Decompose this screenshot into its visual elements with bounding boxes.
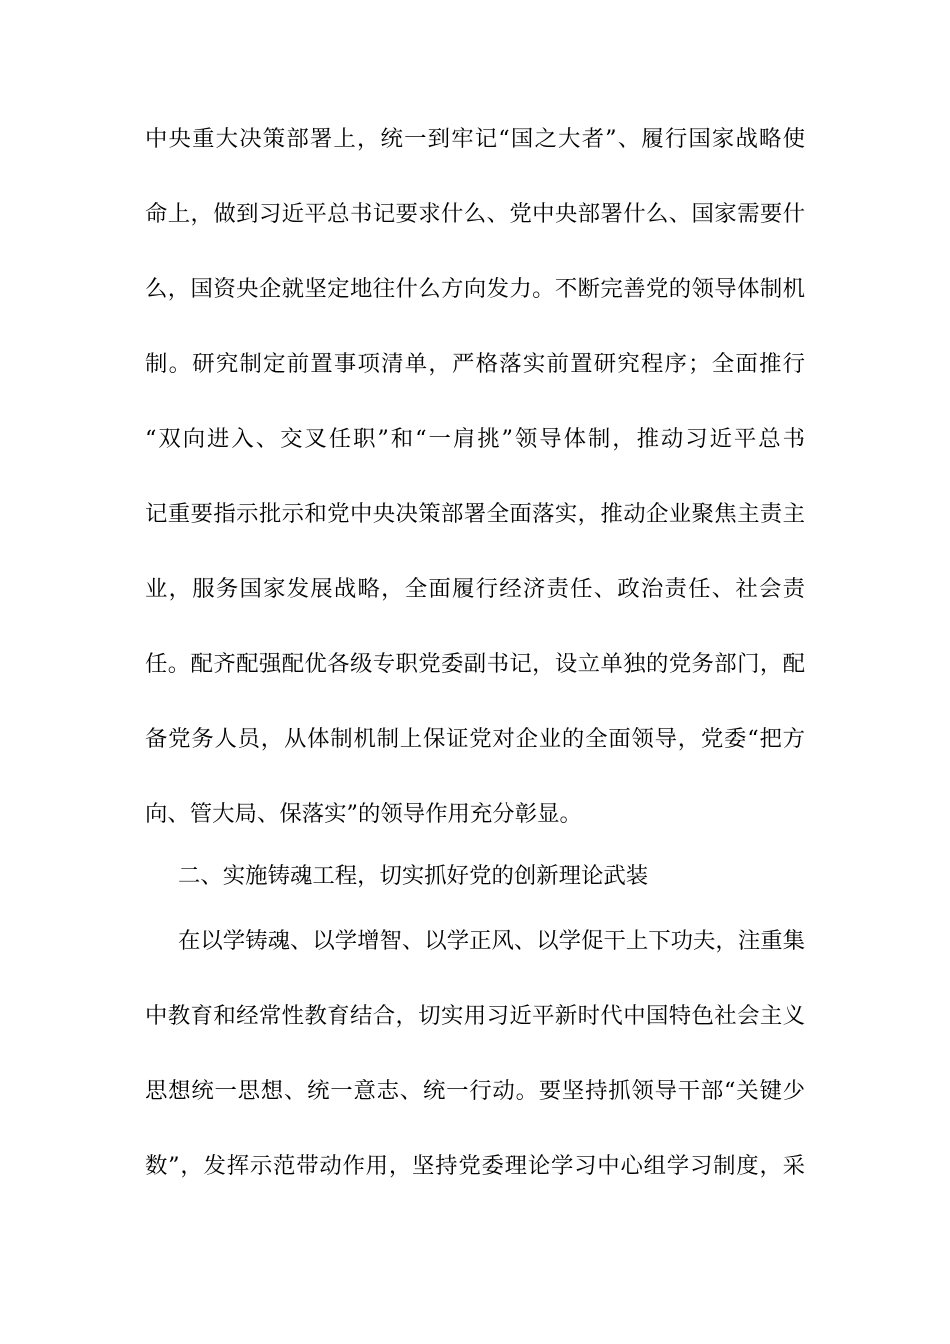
paragraph-1-line-8: 任。配齐配强配优各级专职党委副书记，设立单独的党务部门，配 [145,651,805,677]
paragraph-1-line-1: 中央重大决策部署上，统一到牢记“国之大者”、履行国家战略使 [145,126,805,152]
paragraph-1-line-4: 制。研究制定前置事项清单，严格落实前置研究程序；全面推行 [145,351,805,377]
paragraph-1-line-3: 么，国资央企就坚定地往什么方向发力。不断完善党的领导体制机 [145,276,805,302]
paragraph-1-line-2: 命上，做到习近平总书记要求什么、党中央部署什么、国家需要什 [145,201,805,227]
paragraph-1-line-9: 备党务人员，从体制机制上保证党对企业的全面领导，党委“把方 [145,726,805,752]
paragraph-2-line-1: 在以学铸魂、以学增智、以学正风、以学促干上下功夫，注重集 [178,928,805,954]
paragraph-2-line-3: 思想统一思想、统一意志、统一行动。要坚持抓领导干部“关键少 [145,1078,805,1104]
paragraph-1-line-7: 业，服务国家发展战略，全面履行经济责任、政治责任、社会责 [145,576,805,602]
paragraph-2-line-2: 中教育和经常性教育结合，切实用习近平新时代中国特色社会主义 [145,1003,805,1029]
paragraph-1-line-5: “双向进入、交叉任职”和“一肩挑”领导体制，推动习近平总书 [145,426,805,452]
paragraph-1-line-6: 记重要指示批示和党中央决策部署全面落实，推动企业聚焦主责主 [145,501,805,527]
paragraph-1-line-10: 向、管大局、保落实”的领导作用充分彰显。 [145,801,582,827]
paragraph-2-line-4: 数”，发挥示范带动作用，坚持党委理论学习中心组学习制度，采 [145,1153,805,1179]
section-heading: 二、实施铸魂工程，切实抓好党的创新理论武装 [178,863,649,889]
